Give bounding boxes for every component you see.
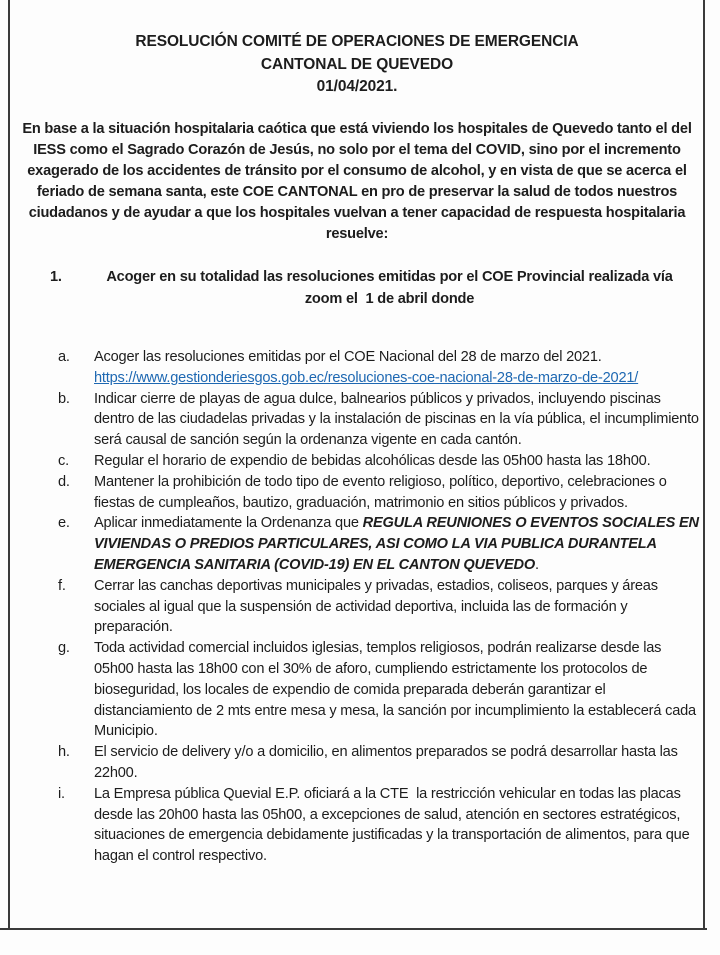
list-item-a bbox=[58, 347, 700, 389]
title-line-2: CANTONAL DE QUEVEDO bbox=[260, 55, 454, 73]
item-marker: b. bbox=[58, 390, 70, 407]
document-title bbox=[10, 31, 704, 99]
resolution-sublist bbox=[58, 347, 703, 867]
list-item-h bbox=[58, 742, 700, 784]
list-item-b bbox=[58, 389, 703, 451]
resolution-item-1 bbox=[50, 266, 692, 310]
coe-nacional-link[interactable]: https://www.gestionderiesgos.gob.ec/resoluciones-coe-nacional-28-de-marzo-de-2021/ bbox=[94, 369, 639, 386]
list-item-f bbox=[58, 576, 700, 638]
item-text: Toda actividad comercial incluidos iglesias, templos religiosos, podrán realizarse desde las 05h00 hasta las 18h00 con el 30% de aforo, cumpliendo estrictamente los protocolos de bioseguridad, los locales de expendio de comida preparada deberán garantizar el distanciamiento de 2 mts entre mesa y mesa, la sanción por incumplimiento la establecerá cada Municipio. bbox=[94, 640, 700, 740]
item-marker: i. bbox=[58, 785, 65, 802]
item-marker: f. bbox=[58, 577, 66, 594]
page-border-left bbox=[8, 0, 10, 929]
item-text: La Empresa pública Quevial E.P. oficiará a la CTE la restricción vehicular en todas las placas desde las 20h00 hasta las 05h00, a excepciones de salud, atención en sectores estratégicos, situaciones de emergencia debidamente justificadas y la transportación de alimentos, para que hagan el control respectivo. bbox=[94, 785, 694, 865]
item-text: Regular el horario de expendio de bebidas alcohólicas desde las 05h00 hasta las 18h00. bbox=[94, 452, 651, 469]
title-line-1: RESOLUCIÓN COMITÉ DE OPERACIONES DE EMERGENCIA bbox=[135, 33, 579, 50]
list-item-e bbox=[58, 513, 703, 575]
item-marker: a. bbox=[58, 349, 70, 365]
ordinance-emphasis: REGULA REUNIONES O EVENTOS SOCIALES EN VIVIENDAS O PREDIOS PARTICULARES, ASI COMO LA VIA PUBLICA DURANTELA EMERGENCIA SANITARIA (COVID-19) EN EL CANTON QUEVEDO bbox=[94, 515, 703, 573]
item-a-text: Acoger las resoluciones emitidas por el COE Nacional del 28 de marzo del 2021. bbox=[94, 349, 602, 365]
page-border-bottom bbox=[0, 928, 707, 930]
page-border-right bbox=[703, 0, 705, 929]
resolution-number: 1. bbox=[50, 269, 62, 285]
list-item-i bbox=[58, 784, 700, 867]
resolution-text: Acoger en su totalidad las resoluciones emitidas por el COE Provincial realizada vía zoom el 1 de abril donde bbox=[106, 269, 677, 307]
item-marker: e. bbox=[58, 515, 70, 532]
item-marker: c. bbox=[58, 452, 69, 469]
item-text: Cerrar las canchas deportivas municipales y privadas, estadios, coliseos, parques y áreas sociales al igual que la suspensión de actividad deportiva, incluida las de formación y preparación. bbox=[94, 577, 662, 636]
intro-paragraph: En base a la situación hospitalaria caótica que está viviendo los hospitales de Quevedo tanto el del IESS como el Sagrado Corazón de Jesús, no solo por el tema del COVID, sino por el incremento exagerado de los accidentes de tránsito por el consumo de alcohol, y en vista de que se acerca el feriado de semana santa, este COE CANTONAL en pro de preservar la salud de todos nuestros ciudadanos y de ayudar a que los hospitales vuelvan a tener capacidad de respuesta hospitalaria resuelve: bbox=[22, 121, 692, 242]
item-text: Indicar cierre de playas de agua dulce, balnearios públicos y privados, incluyendo piscinas dentro de las ciudadelas privadas y la instalación de piscinas en la vía pública, el incumplimiento será causal de sanción según la ordenanza vigente en cada cantón. bbox=[94, 390, 703, 449]
item-marker: g. bbox=[58, 640, 70, 657]
item-marker: d. bbox=[58, 473, 70, 490]
list-item-c bbox=[58, 451, 700, 472]
item-text bbox=[94, 513, 703, 575]
title-line-3: 01/04/2021. bbox=[316, 78, 398, 96]
item-marker: h. bbox=[58, 744, 70, 761]
item-text: El servicio de delivery y/o a domicilio, en alimentos preparados se podrá desarrollar hasta las 22h00. bbox=[94, 744, 682, 781]
item-e-prefix: Aplicar inmediatamente la Ordenanza que bbox=[94, 515, 363, 532]
item-e-suffix: . bbox=[534, 556, 539, 573]
list-item-d bbox=[58, 472, 700, 514]
list-item-g bbox=[58, 638, 700, 742]
item-text: Mantener la prohibición de todo tipo de evento religioso, político, deportivo, celebraciones o fiestas de cumpleaños, bautizo, graduación, matrimonio en sitios públicos y privados. bbox=[94, 473, 671, 511]
item-text bbox=[94, 347, 700, 389]
